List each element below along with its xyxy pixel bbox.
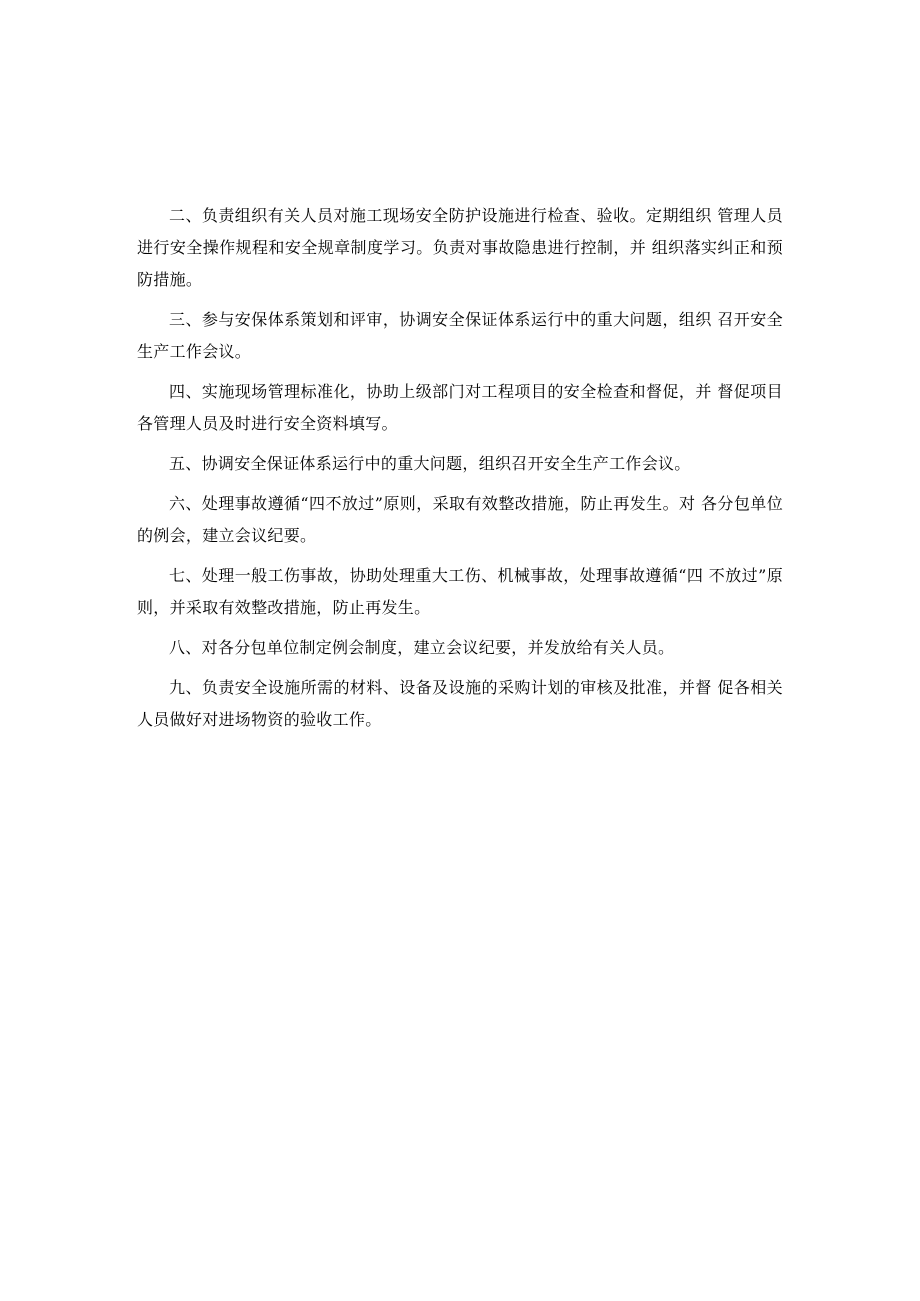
paragraph-2: 二、负责组织有关人员对施工现场安全防护设施进行检查、验收。定期组织 管理人员进行安全操作规程和安全规章制度学习。负责对事故隐患进行控制，并 组织落实纠正和预防措施。	[137, 206, 783, 289]
paragraph-4: 四、实施现场管理标准化，协助上级部门对工程项目的安全检查和督促，并 督促项目各管理人员及时进行安全资料填写。	[137, 382, 783, 433]
paragraph-7: 七、处理一般工伤事故，协助处理重大工伤、机械事故，处理事故遵循“四 不放过”原则，并采取有效整改措施，防止再发生。	[137, 566, 783, 617]
paragraph-9: 九、负责安全设施所需的材料、设备及设施的采购计划的审核及批准，并督 促各相关人员做好对进场物资的验收工作。	[137, 678, 783, 729]
paragraph-5: 五、协调安全保证体系运行中的重大问题，组织召开安全生产工作会议。	[169, 454, 691, 473]
paragraph-3: 三、参与安保体系策划和评审，协调安全保证体系运行中的重大问题，组织 召开安全生产工作会议。	[137, 310, 783, 361]
paragraph-6: 六、处理事故遵循“四不放过”原则，采取有效整改措施，防止再发生。对 各分包单位的例会，建立会议纪要。	[137, 494, 783, 545]
document-body	[137, 200, 783, 744]
paragraph-8: 八、对各分包单位制定例会制度，建立会议纪要，并发放给有关人员。	[169, 638, 675, 657]
